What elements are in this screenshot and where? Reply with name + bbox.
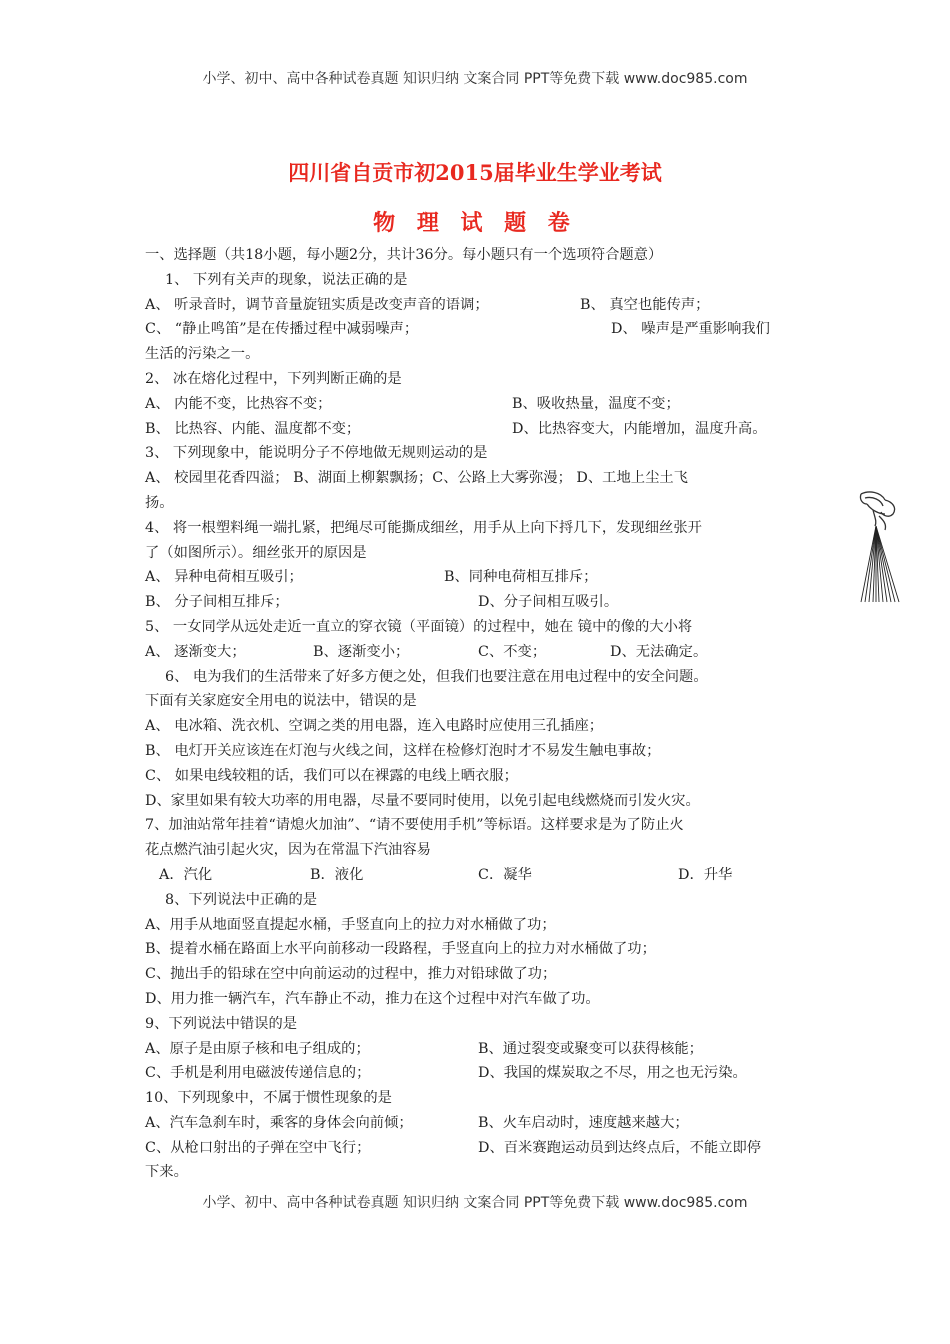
question-9-option-d: D、我国的煤炭取之不尽，用之也无污染。 [478, 1065, 747, 1082]
question-9-stem: 9、下列说法中错误的是 [145, 1015, 298, 1032]
question-5-stem: 5、 一女同学从远处走近一直立的穿衣镜（平面镜）的过程中，她在 镜中的像的大小将 [145, 618, 693, 635]
question-1-option-d-continued: 生活的污染之一。 [145, 346, 260, 363]
question-9-options-ab [145, 1037, 810, 1062]
question-7-option-a: A．汽化 [159, 866, 213, 883]
question-10-stem: 10、下列现象中，不属于惯性现象的是 [145, 1090, 392, 1107]
question-7-stem: 7、加油站常年挂着“请熄火加油”、“请不要使用手机”等标语。这样要求是为了防止火 [145, 817, 684, 834]
question-2-option-d: D、比热容变大，内能增加，温度升高。 [512, 420, 767, 437]
question-7-stem-continued: 花点燃汽油引起火灾，因为在常温下汽油容易 [145, 842, 431, 859]
exam-title: 四川省自贡市初2015届毕业生学业考试 [288, 160, 662, 185]
question-1-option-d: D、 噪声是严重影响我们 [611, 321, 770, 338]
question-1-stem: 1、 下列有关声的现象，说法正确的是 [165, 271, 408, 288]
question-4-option-b: B、同种电荷相互排斥； [444, 569, 598, 586]
spread-strands [861, 526, 899, 602]
question-6-option-a: A、 电冰箱、洗衣机、空调之类的用电器，连入电路时应使用三孔插座； [145, 718, 604, 735]
question-2-option-c: B、 比热容、内能、温度都不变； [145, 420, 361, 437]
question-10-option-c: C、从枪口射出的子弹在空中飞行； [145, 1139, 371, 1156]
question-3-options-continued: 扬。 [145, 494, 174, 511]
question-7-option-b: B．液化 [310, 866, 364, 883]
question-4-stem-continued: 了（如图所示）。细丝张开的原因是 [145, 544, 367, 561]
question-2-option-a: A、 内能不变，比热容不变； [145, 395, 332, 412]
question-4-options-cd [145, 590, 810, 615]
question-10-option-b: B、火车启动时，速度越来越大； [478, 1114, 689, 1131]
plastic-string-figure [855, 490, 910, 605]
question-9-option-c: C、手机是利用电磁波传递信息的； [145, 1065, 371, 1082]
question-10-option-d-continued: 下来。 [145, 1164, 188, 1181]
question-9-option-a: A、原子是由原子核和电子组成的； [145, 1040, 370, 1057]
question-3-stem: 3、 下列现象中，能说明分子不停地做无规则运动的是 [145, 445, 488, 462]
question-6-stem: 6、 电为我们的生活带来了好多方便之处，但我们也要注意在用电过程中的安全问题。 [165, 668, 708, 685]
question-3-options: A、 校园里花香四溢； B、湖面上柳絮飘扬；C、公路上大雾弥漫； D、工地上尘土飞 [145, 470, 688, 487]
question-9-option-b: B、通过裂变或聚变可以获得核能； [478, 1040, 703, 1057]
question-1-option-c: C、 “静止鸣笛”是在传播过程中减弱噪声； [145, 321, 419, 338]
question-9-options-cd [145, 1061, 810, 1086]
question-8-option-a: A、用手从地面竖直提起水桶，手竖直向上的拉力对水桶做了功； [145, 916, 556, 933]
question-2-option-b: B、吸收热量，温度不变； [512, 395, 680, 412]
exam-body [145, 243, 810, 1185]
question-10-options-ab [145, 1111, 810, 1136]
question-1-option-a: A、 听录音时，调节音量旋钮实质是改变声音的语调； [145, 296, 489, 313]
question-7-option-c: C．凝华 [478, 866, 532, 883]
question-6-option-c: C、 如果电线较粗的话，我们可以在裸露的电线上晒衣服； [145, 767, 518, 784]
question-6-stem-continued: 下面有关家庭安全用电的说法中，错误的是 [145, 693, 417, 710]
question-5-option-d: D、无法确定。 [610, 643, 708, 660]
page-footer: 小学、初中、高中各种试卷真题 知识归纳 文案合同 PPT等免费下载 www.doc985.com [202, 1195, 748, 1211]
question-4-option-d: D、分子间相互吸引。 [478, 594, 619, 611]
exam-subtitle: 物 理 试 题 卷 [373, 210, 577, 236]
question-7-options [145, 863, 810, 888]
question-8-stem: 8、下列说法中正确的是 [165, 891, 318, 908]
question-5-option-a: A、 逐渐变大； [145, 643, 246, 660]
question-5-option-b: B、逐渐变小； [313, 643, 410, 660]
question-5-option-c: C、不变； [478, 643, 547, 660]
question-5-options [145, 640, 810, 665]
question-1-options-ab [145, 293, 810, 318]
question-7-option-d: D．升华 [678, 866, 733, 883]
question-8-option-d: D、用力推一辆汽车，汽车静止不动，推力在这个过程中对汽车做了功。 [145, 990, 600, 1007]
question-8-option-b: B、提着水桶在路面上水平向前移动一段路程，手竖直向上的拉力对水桶做了功； [145, 941, 656, 958]
question-4-options-ab [145, 565, 810, 590]
question-4-option-a: A、 异种电荷相互吸引； [145, 569, 303, 586]
question-1-option-b: B、 真空也能传声； [580, 296, 710, 313]
question-1-options-cd [145, 317, 810, 342]
question-2-stem: 2、 冰在熔化过程中，下列判断正确的是 [145, 370, 402, 387]
question-2-options-ab [145, 392, 810, 417]
question-2-options-cd [145, 417, 810, 442]
question-10-option-a: A、汽车急刹车时，乘客的身体会向前倾； [145, 1114, 413, 1131]
question-6-option-b: B、 电灯开关应该连在灯泡与火线之间，这样在检修灯泡时才不易发生触电事故； [145, 742, 661, 759]
question-6-option-d: D、家里如果有较大功率的用电器，尽量不要同时使用，以免引起电线燃烧而引发火灾。 [145, 792, 700, 809]
hand-illustration [860, 492, 894, 530]
question-10-option-d: D、百米赛跑运动员到达终点后，不能立即停 [478, 1139, 762, 1156]
question-4-stem: 4、 将一根塑料绳一端扎紧，把绳尽可能撕成细丝，用手从上向下捋几下，发现细丝张开 [145, 519, 702, 536]
question-8-option-c: C、抛出手的铅球在空中向前运动的过程中，推力对铅球做了功； [145, 966, 557, 983]
question-4-option-c: B、 分子间相互排斥； [145, 594, 289, 611]
section-heading: 一、选择题（共18小题，每小题2分，共计36分。每小题只有一个选项符合题意） [145, 247, 663, 263]
question-10-options-cd [145, 1136, 810, 1161]
page-header: 小学、初中、高中各种试卷真题 知识归纳 文案合同 PPT等免费下载 www.doc985.com [202, 71, 748, 87]
